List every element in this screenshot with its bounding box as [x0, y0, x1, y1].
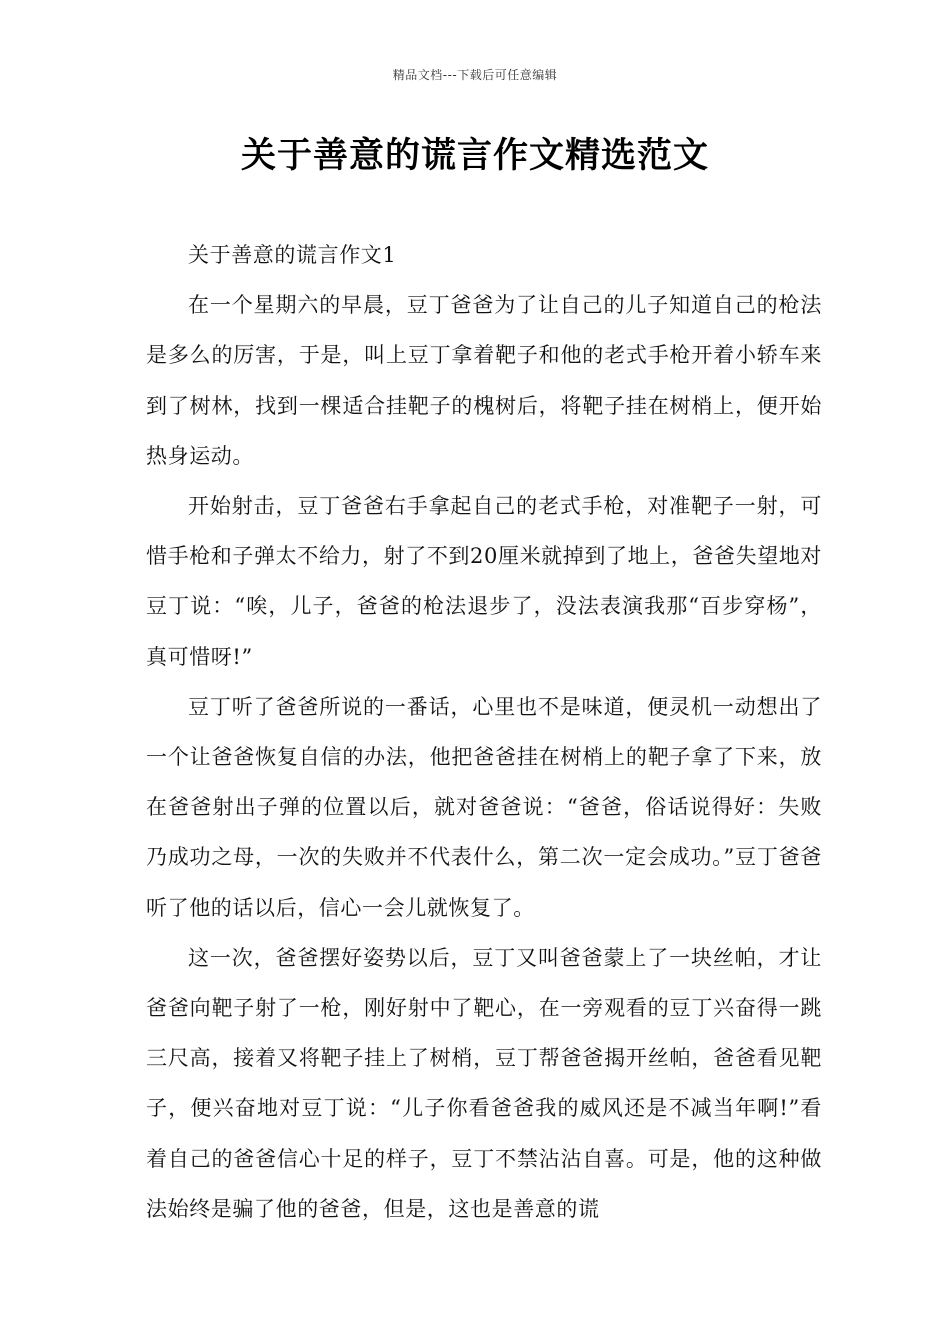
paragraph-4: 这一次，爸爸摆好姿势以后，豆丁又叫爸爸蒙上了一块丝帕，才让爸爸向靶子射了一枪，刚好射中了靶心，在一旁观看的豆丁兴奋得一跳三尺高，接着又将靶子挂上了树梢，豆丁帮爸爸揭开丝帕，爸爸看见靶子，便兴奋地对豆丁说：“儿子你看爸爸我的威风还是不减当年啊!”看着自己的爸爸信心十足的样子，豆丁不禁沾沾自喜。可是，他的这种做法始终是骗了他的爸爸，但是，这也是善意的谎 [146, 945, 822, 1221]
paragraph-1: 在一个星期六的早晨，豆丁爸爸为了让自己的儿子知道自己的枪法是多么的厉害，于是，叫上豆丁拿着靶子和他的老式手枪开着小轿车来到了树林，找到一棵适合挂靶子的槐树后，将靶子挂在树梢上，便开始热身运动。 [146, 293, 822, 468]
paragraph-3: 豆丁听了爸爸所说的一番话，心里也不是味道，便灵机一动想出了一个让爸爸恢复自信的办法，他把爸爸挂在树梢上的靶子拿了下来，放在爸爸射出子弹的位置以后，就对爸爸说：“爸爸，俗话说得好：失败乃成功之母，一次的失败并不代表什么，第二次一定会成功。”豆丁爸爸听了他的话以后，信心一会儿就恢复了。 [146, 694, 822, 920]
paragraph-2: 开始射击，豆丁爸爸右手拿起自己的老式手枪，对准靶子一射，可惜手枪和子弹太不给力，射了不到20厘米就掉到了地上，爸爸失望地对豆丁说：“唉，儿子，爸爸的枪法退步了，没法表演我那“百步穿杨”，真可惜呀!” [146, 494, 822, 669]
section-heading: 关于善意的谎言作文1 [188, 243, 397, 267]
document-title: 关于善意的谎言作文精选范文 [240, 136, 709, 176]
header-note: 精品文档---下载后可任意编辑 [392, 68, 558, 82]
document-body [146, 230, 822, 1234]
